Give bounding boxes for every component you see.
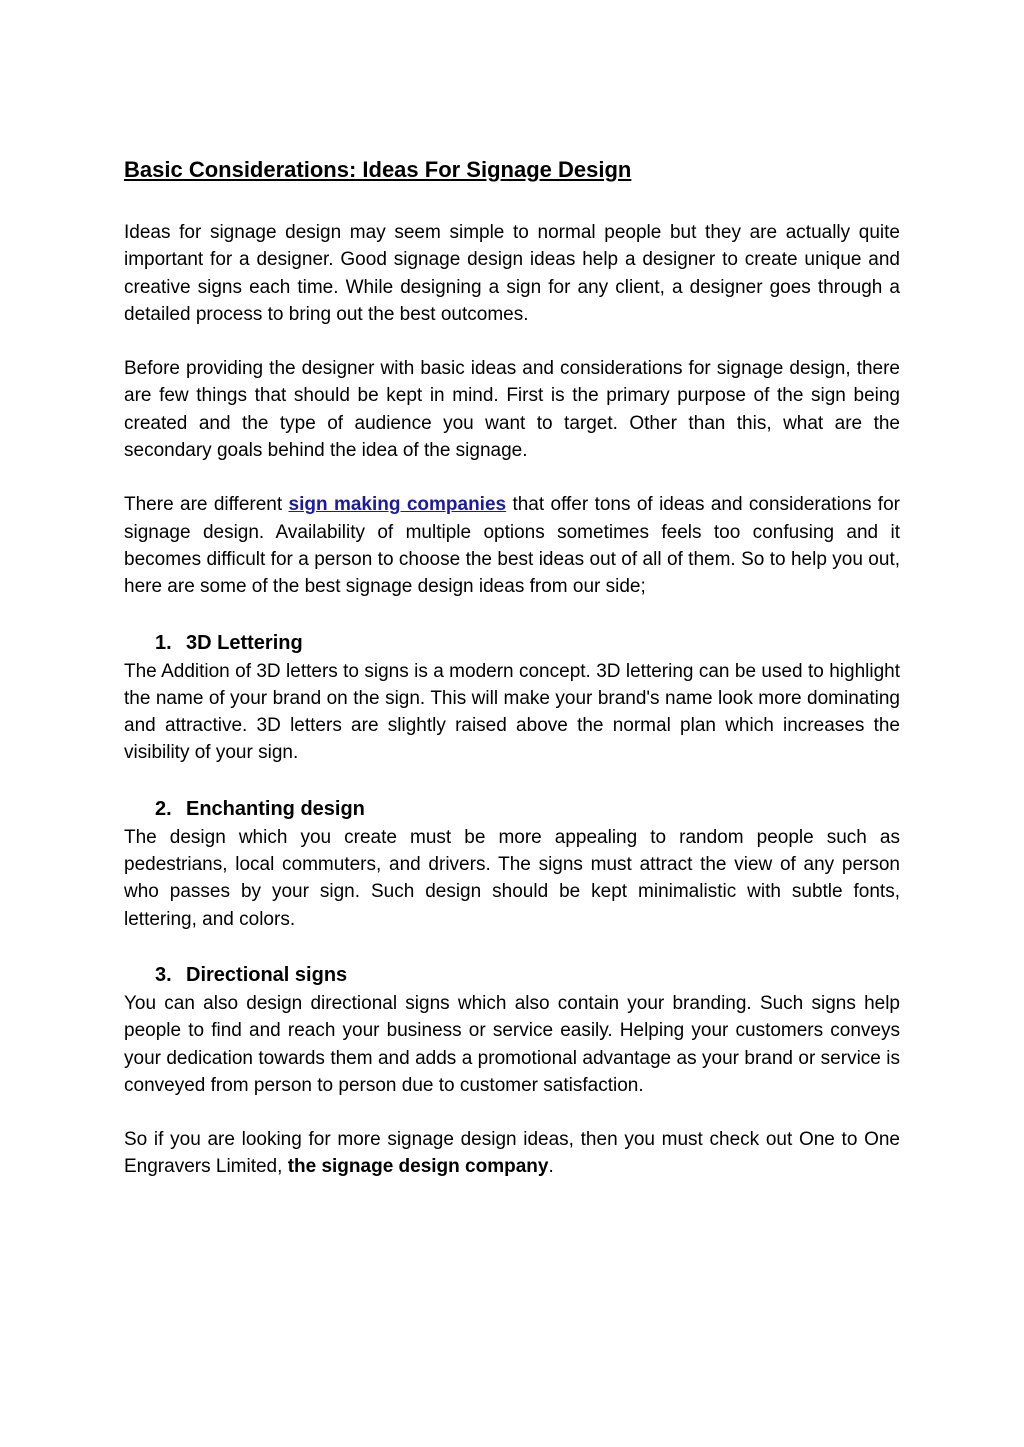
- document-page: [124, 154, 900, 1208]
- closing-text: So if you are looking for more signage design ideas, then you must check out One to One Engravers Limited,: [124, 1129, 900, 1178]
- sign-making-companies-link[interactable]: sign making companies: [288, 494, 507, 516]
- idea-number-1: 1.: [155, 631, 172, 654]
- idea-heading-1: [124, 628, 900, 658]
- companies-paragraph-start: There are different: [124, 494, 289, 516]
- closing-bold-text: the signage design company: [287, 1156, 549, 1178]
- closing-paragraph: [124, 1126, 900, 1181]
- idea-body-1: The Addition of 3D letters to signs is a modern concept. 3D lettering can be used to highlight the name of your brand on the sign. This will make your brand's name look more dominating and attractive. 3D letters are slightly raised above the normal plan which increases the visibility of your sign.: [124, 660, 900, 764]
- companies-paragraph: [124, 491, 900, 600]
- companies-paragraph-end: that offer tons of ideas and considerations for signage design. Availability of multiple options sometimes feels too confusing and it becomes difficult for a person to choose the best ideas out of all of them. So to help you out, here are some of the best signage design ideas from our side;: [124, 494, 900, 598]
- idea-number-2: 2.: [155, 797, 172, 820]
- intro-paragraph-1: Ideas for signage design may seem simple to normal people but they are actually quite important for a designer. Good signage design ideas help a designer to create unique and creative signs each time. While designing a sign for any client, a designer goes through a detailed process to bring out the best outcomes.: [124, 222, 900, 325]
- closing-period: .: [548, 1156, 554, 1178]
- idea-heading-text-1: 3D Lettering: [186, 631, 303, 654]
- intro-paragraph-2: Before providing the designer with basic ideas and considerations for signage design, there are few things that should be kept in mind. First is the primary purpose of the sign being created and the type of audience you want to target. Other than this, what are the secondary goals behind the idea of the signage.: [124, 358, 900, 462]
- idea-heading-text-2: Enchanting design: [186, 797, 365, 820]
- idea-heading-3: [124, 960, 900, 990]
- idea-heading-2: [124, 794, 900, 824]
- document-title: Basic Considerations: Ideas For Signage Design: [124, 157, 632, 182]
- idea-number-3: 3.: [155, 963, 172, 986]
- idea-heading-text-3: Directional signs: [186, 963, 348, 986]
- idea-item-3: [124, 960, 900, 1099]
- idea-item-1: [124, 628, 900, 767]
- idea-body-2: The design which you create must be more appealing to random people such as pedestrians, local commuters, and drivers. The signs must attract the view of any person who passes by your sign. Such design should be kept minimalistic with subtle fonts, lettering, and colors.: [124, 826, 900, 930]
- idea-item-2: [124, 794, 900, 933]
- idea-body-3: You can also design directional signs which also contain your branding. Such signs help people to find and reach your business or service easily. Helping your customers conveys your dedication towards them and adds a promotional advantage as your brand or service is conveyed from person to person due to customer satisfaction.: [124, 992, 900, 1096]
